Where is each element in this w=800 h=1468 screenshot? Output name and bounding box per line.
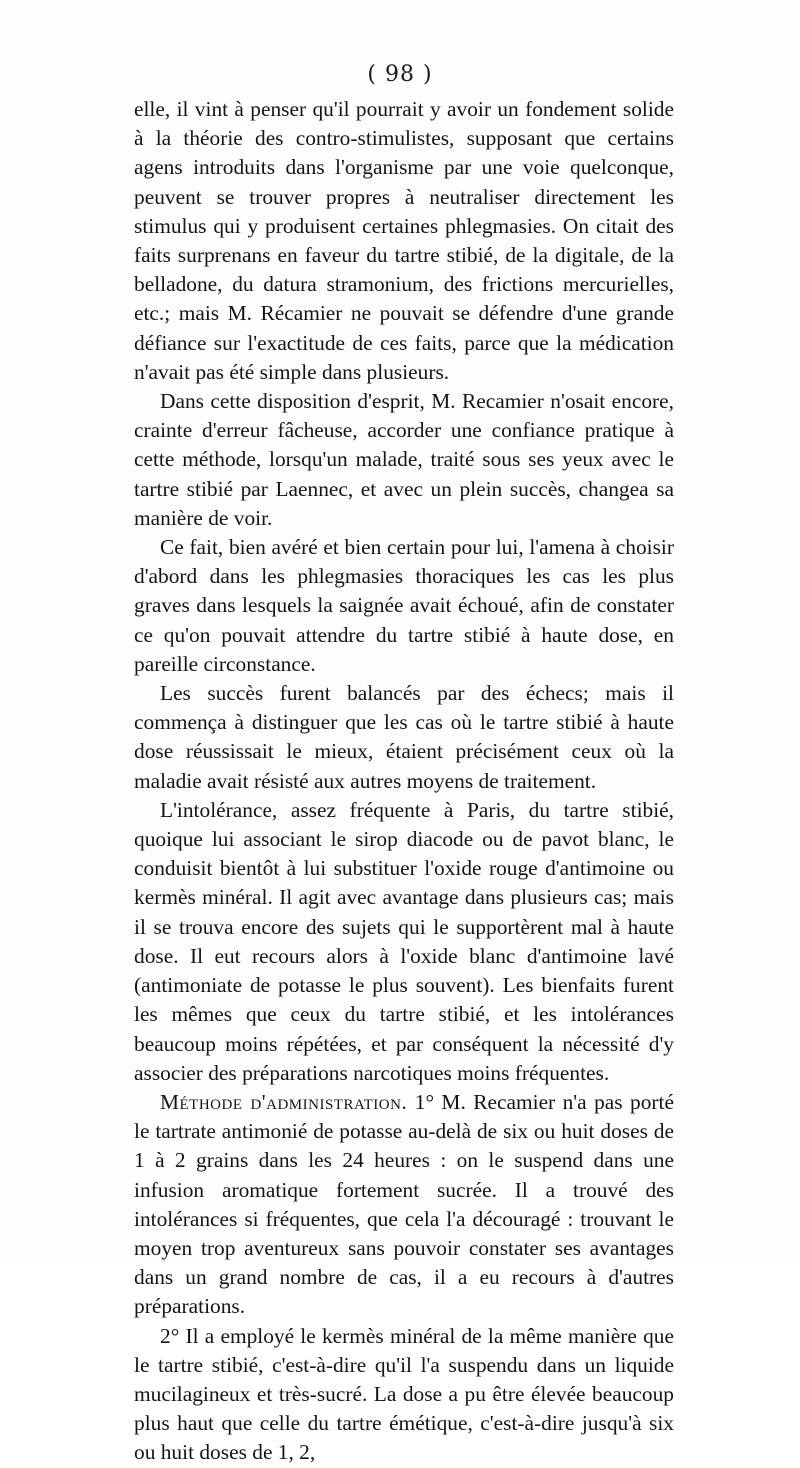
section-heading: Méthode d'administration. xyxy=(160,1089,408,1114)
paragraph-7: 2° Il a employé le kermès minéral de la même manière que le tartre stibié, c'est-à-dire qu'il l'a suspendu dans un liquide mucilagineux et très-sucré. La dose a pu être élevée beaucoup plus haut que celle du tartre émétique, c'est-à-dire jusqu'à six ou huit doses de 1, 2, xyxy=(134,1323,674,1465)
page-number: ( 98 ) xyxy=(367,62,433,87)
paragraph-4: Les succès furent balancés par des échecs; mais il commença à distinguer que les cas où le tartre stibié à haute dose réussissait le mieux, étaient précisément ceux où la maladie avait résisté aux autres moyens de traitement. xyxy=(134,681,674,793)
paragraph-5: L'intolérance, assez fréquente à Paris, du tartre stibié, quoique lui associant le sirop diacode ou de pavot blanc, le conduisit bientôt à lui substituer l'oxide rouge d'antimoine ou kermès minéral. Il agit avec avantage dans plusieurs cas; mais il se trouva encore des sujets qui le supportèrent mal à haute dose. Il eut recours alors à l'oxide blanc d'antimoine lavé (antimoniate de potasse le plus souvent). Les bienfaits furent les mêmes que ceux du tartre stibié, et les intolérances beaucoup moins répétées, et par conséquent la nécessité d'y associer des préparations narcotiques moins fréquentes. xyxy=(134,797,674,1085)
paragraph-2: Dans cette disposition d'esprit, M. Recamier n'osait encore, crainte d'erreur fâcheuse, accorder une confiance pratique à cette méthode, lorsqu'un malade, traité sous ses yeux avec le tartre stibié par Laennec, et avec un plein succès, changea sa manière de voir. xyxy=(134,389,674,530)
paragraph-3: Ce fait, bien avéré et bien certain pour lui, l'amena à choisir d'abord dans les phlegmasies thoraciques les cas les plus graves dans lesquels la saignée avait échoué, afin de constater ce qu'on pouvait attendre du tartre stibié à haute dose, en pareille circonstance. xyxy=(134,535,674,676)
paragraph-6 xyxy=(134,1088,674,1322)
paragraph-1: elle, il vint à penser qu'il pourrait y avoir un fondement solide à la théorie des contro-stimulistes, supposant que certains agens introduits dans l'organisme par une voie quelconque, peuvent se trouver propres à neutraliser directement les stimulus qui y produisent certaines phlegmasies. On citait des faits surprenans en faveur du tartre stibié, de la digitale, de la belladone, du datura stramonium, des frictions mercurielles, etc.; mais M. Récamier ne pouvait se défendre d'une grande défiance sur l'exactitude de ces faits, parce que la médication n'avait pas été simple dans plusieurs. xyxy=(134,97,674,384)
paragraph-6-text: 1° M. Recamier n'a pas porté le tartrate antimonié de potasse au-delà de six ou huit doses de 1 à 2 grains dans les 24 heures : on le suspend dans une infusion aromatique fortement sucrée. Il a trouvé des intolérances si fréquentes, que cela l'a découragé : trouvant le moyen trop aventureux sans pouvoir constater ses avantages dans un grand nombre de cas, il a eu recours à d'autres préparations. xyxy=(134,1089,674,1319)
